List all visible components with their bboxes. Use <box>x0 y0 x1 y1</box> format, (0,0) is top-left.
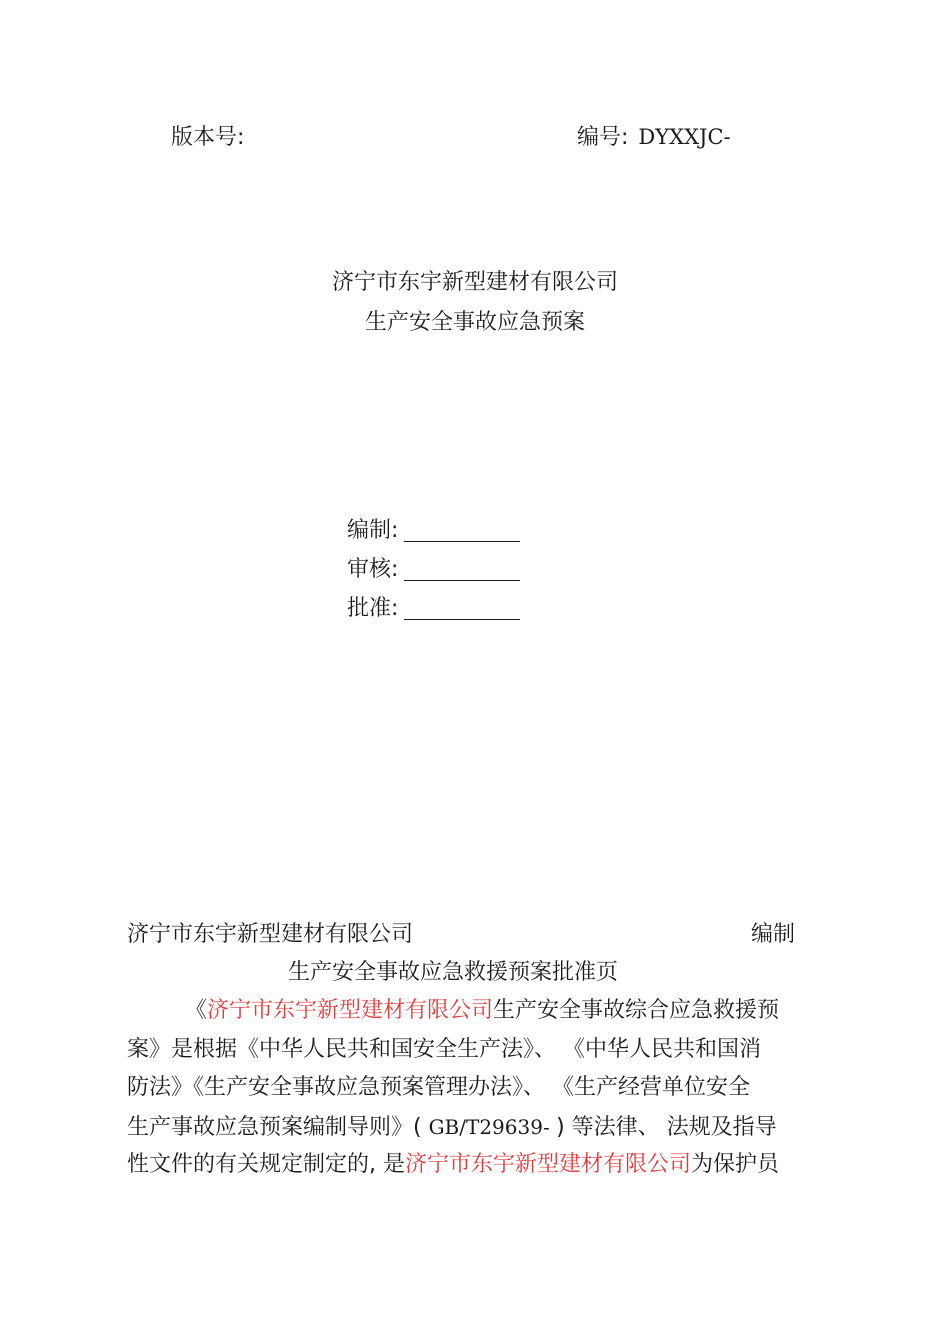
paragraph-line <box>127 1108 827 1147</box>
sign-underline <box>404 562 520 581</box>
paragraph-line: 防法》《生产安全事故应急预案管理办法》、 《生产经营单位安全 <box>127 1075 750 1100</box>
text-run: 生产事故应急预案编制导则》( <box>127 1114 429 1140</box>
sign-underline <box>404 601 520 620</box>
company-name-highlight: 济宁市东宇新型建材有限公司 <box>405 1152 692 1177</box>
document-code <box>577 127 731 149</box>
text-run: ) 等法律、 法规及指导 <box>556 1114 777 1140</box>
standard-code: GB/T29639- <box>428 1114 557 1139</box>
paragraph-line <box>127 992 827 1031</box>
text-run: 《 <box>185 998 208 1023</box>
footer-company: 济宁市东宇新型建材有限公司 <box>127 922 414 947</box>
text-run: 为保护员 <box>691 1152 780 1177</box>
approval-heading: 生产安全事故应急救援预案批准页 <box>288 960 619 985</box>
code-label: 编号: <box>577 125 629 150</box>
sign-underline <box>404 523 520 542</box>
sign-label: 批准: <box>347 596 399 621</box>
footer-action: 编制 <box>751 922 796 947</box>
paragraph-line <box>127 1146 827 1185</box>
text-run: 生产安全事故综合应急救援预 <box>493 998 780 1023</box>
cover-company: 济宁市东宇新型建材有限公司 <box>331 270 618 295</box>
sign-row-approve <box>347 594 520 620</box>
sign-label: 编制: <box>347 518 399 543</box>
sign-row-compile <box>347 516 520 542</box>
cover-title: 生产安全事故应急预案 <box>364 310 585 335</box>
approval-paragraph <box>127 992 827 1185</box>
version-label: 版本号: <box>171 125 245 150</box>
company-name-highlight: 济宁市东宇新型建材有限公司 <box>207 998 494 1023</box>
paragraph-line: 案》是根据《中华人民共和国安全生产法》、 《中华人民共和国消 <box>127 1036 761 1062</box>
code-value: DYXXJC- <box>638 125 731 149</box>
sign-row-review <box>347 555 520 581</box>
text-run: 性文件的有关规定制定的, 是 <box>127 1152 405 1177</box>
sign-label: 审核: <box>347 557 399 582</box>
